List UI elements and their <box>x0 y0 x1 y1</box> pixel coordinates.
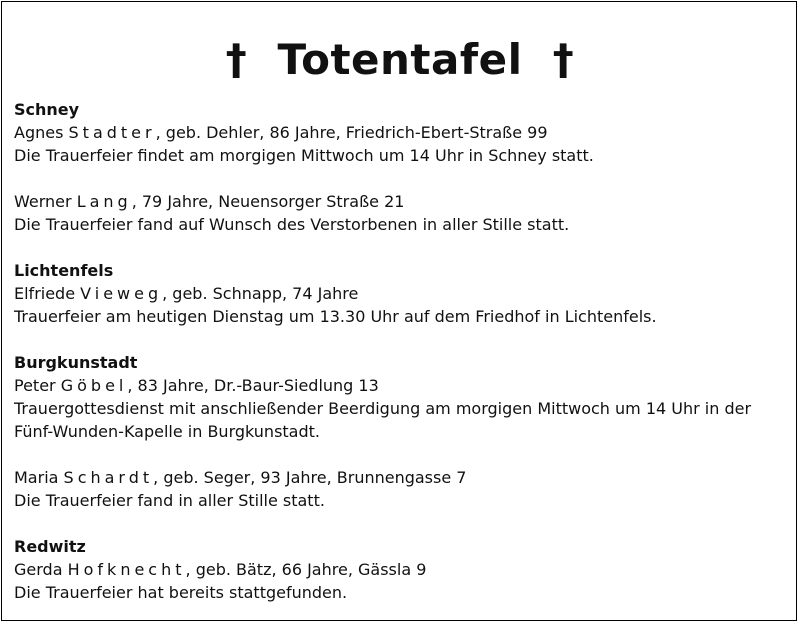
place-heading: Burgkunstadt <box>14 353 138 372</box>
deceased-line <box>14 466 794 489</box>
deceased-details: , geb. Seger, 93 Jahre, Brunnengasse 7 <box>153 468 467 487</box>
section-lichtenfels <box>14 259 794 328</box>
last-name: Vieweg <box>80 284 163 303</box>
first-name: Elfriede <box>14 284 76 303</box>
obituary-list <box>14 98 794 627</box>
first-name: Gerda <box>14 560 63 579</box>
first-name: Werner <box>14 192 72 211</box>
first-name: Agnes <box>14 123 64 142</box>
deceased-line <box>14 190 794 213</box>
service-info: Die Trauerfeier fand auf Wunsch des Verstorbenen in aller Stille statt. <box>14 215 570 234</box>
deceased-details: , geb. Schnapp, 74 Jahre <box>162 284 359 303</box>
deceased-line <box>14 282 794 305</box>
service-info: Trauergottesdienst mit anschließender Beerdigung am morgigen Mittwoch um 14 Uhr in der Fünf-Wunden-Kapelle in Burgkunstadt. <box>14 399 752 441</box>
last-name: Lang <box>76 192 132 211</box>
title-text: Totentafel <box>277 35 523 84</box>
last-name: Stadter <box>68 123 156 142</box>
section-burgkunstadt <box>14 351 794 512</box>
obituary-entry <box>14 190 794 236</box>
first-name: Peter <box>14 376 56 395</box>
deceased-details: , 83 Jahre, Dr.-Baur-Siedlung 13 <box>127 376 379 395</box>
obituary-entry <box>14 374 794 443</box>
cross-right-icon: † <box>552 35 575 84</box>
deceased-line <box>14 121 794 144</box>
deceased-line <box>14 374 794 397</box>
deceased-line <box>14 558 794 581</box>
first-name: Maria <box>14 468 59 487</box>
service-info: Die Trauerfeier hat bereits stattgefunden. <box>14 583 348 602</box>
deceased-details: , geb. Dehler, 86 Jahre, Friedrich-Ebert-Straße 99 <box>155 123 548 142</box>
section-schney <box>14 98 794 236</box>
place-heading: Redwitz <box>14 537 86 556</box>
deceased-details: , 79 Jahre, Neuensorger Straße 21 <box>131 192 405 211</box>
last-name: Hofknecht <box>67 560 186 579</box>
cross-left-icon: † <box>225 35 248 84</box>
obituary-entry <box>14 282 794 328</box>
service-info: Die Trauerfeier findet am morgigen Mittwoch um 14 Uhr in Schney statt. <box>14 146 594 165</box>
place-heading: Lichtenfels <box>14 261 114 280</box>
obituary-entry <box>14 558 794 604</box>
last-name: Schardt <box>63 468 154 487</box>
obituary-entry <box>14 466 794 512</box>
deceased-details: , geb. Bätz, 66 Jahre, Gässla 9 <box>185 560 427 579</box>
service-info: Die Trauerfeier fand in aller Stille statt. <box>14 491 325 510</box>
section-redwitz <box>14 535 794 604</box>
last-name: Göbel <box>60 376 128 395</box>
place-heading: Schney <box>14 100 80 119</box>
page-title <box>0 30 800 90</box>
service-info: Trauerfeier am heutigen Dienstag um 13.30 Uhr auf dem Friedhof in Lichtenfels. <box>14 307 657 326</box>
obituary-entry <box>14 121 794 167</box>
